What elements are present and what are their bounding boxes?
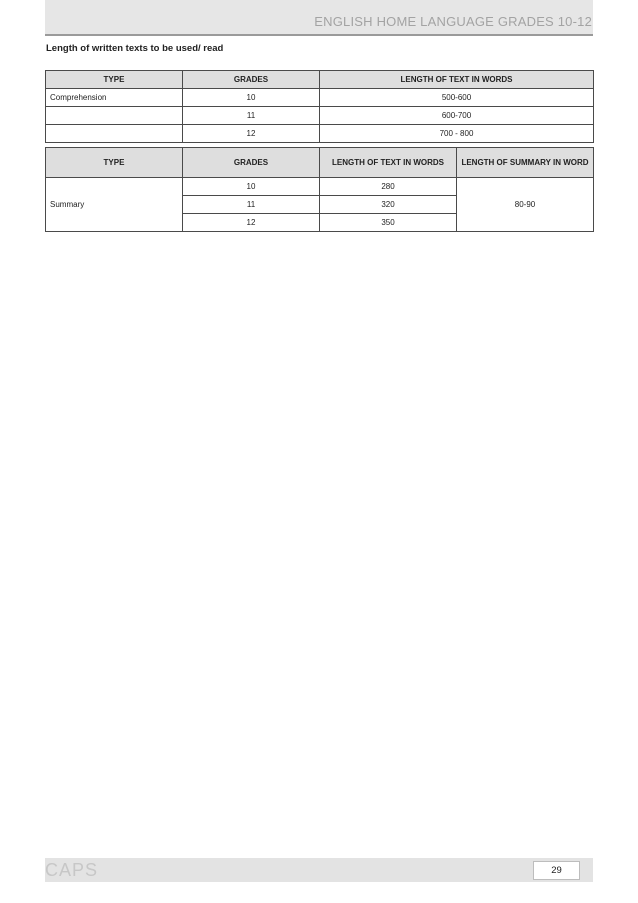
page-number: 29 bbox=[533, 861, 580, 880]
summary-length-cell: 80-90 bbox=[457, 178, 594, 232]
section-title: Length of written texts to be used/ read bbox=[46, 43, 224, 54]
grade-cell: 11 bbox=[183, 107, 320, 125]
running-header-title: ENGLISH HOME LANGUAGE GRADES 10-12 bbox=[314, 14, 592, 29]
footer-band bbox=[45, 858, 593, 882]
header-divider bbox=[45, 34, 593, 36]
column-header-grades: GRADES bbox=[183, 71, 320, 89]
type-cell bbox=[46, 125, 183, 143]
column-header-grades: GRADES bbox=[183, 148, 320, 178]
summary-length-table bbox=[45, 147, 594, 232]
table-row bbox=[46, 107, 594, 125]
length-cell: 350 bbox=[320, 214, 457, 232]
length-cell: 320 bbox=[320, 196, 457, 214]
column-header-length-of-summary: LENGTH OF SUMMARY IN WORD bbox=[457, 148, 594, 178]
length-cell: 700 - 800 bbox=[320, 125, 594, 143]
column-header-type: TYPE bbox=[46, 71, 183, 89]
table-row bbox=[46, 178, 594, 196]
table-header-row bbox=[46, 71, 594, 89]
table-header-row bbox=[46, 148, 594, 178]
table-row bbox=[46, 125, 594, 143]
grade-cell: 12 bbox=[183, 214, 320, 232]
column-header-length-of-text: LENGTH OF TEXT IN WORDS bbox=[320, 148, 457, 178]
footer-caps-label: CAPS bbox=[45, 860, 99, 880]
length-cell: 280 bbox=[320, 178, 457, 196]
grade-cell: 10 bbox=[183, 89, 320, 107]
type-cell: Comprehension bbox=[46, 89, 183, 107]
comprehension-length-table bbox=[45, 70, 594, 143]
length-cell: 500-600 bbox=[320, 89, 594, 107]
grade-cell: 10 bbox=[183, 178, 320, 196]
type-cell bbox=[46, 107, 183, 125]
column-header-type: TYPE bbox=[46, 148, 183, 178]
grade-cell: 11 bbox=[183, 196, 320, 214]
column-header-length-of-text: LENGTH OF TEXT IN WORDS bbox=[320, 71, 594, 89]
table-row bbox=[46, 89, 594, 107]
length-cell: 600-700 bbox=[320, 107, 594, 125]
type-cell: Summary bbox=[46, 178, 183, 232]
grade-cell: 12 bbox=[183, 125, 320, 143]
